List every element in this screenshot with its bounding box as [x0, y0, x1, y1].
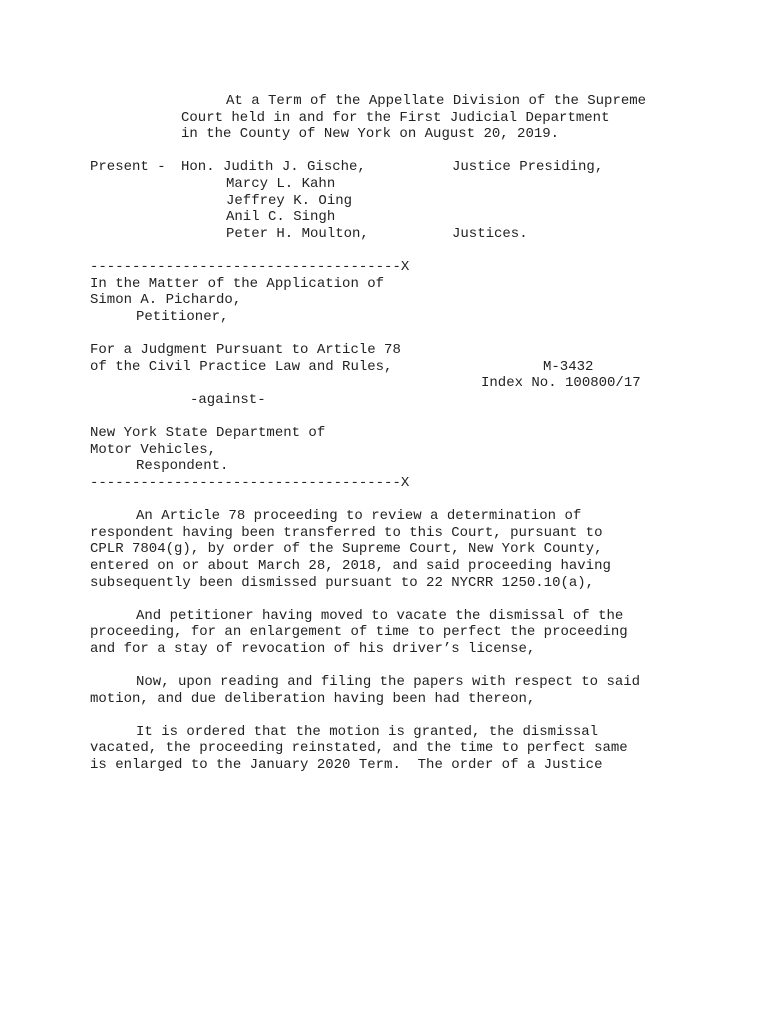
paragraph-3-line-1: Now, upon reading and filing the papers with respect to said: [136, 674, 641, 690]
caption-divider-bottom: -------------------------------------X: [90, 475, 410, 491]
paragraph-1-line-2: respondent having been transferred to this Court, pursuant to: [90, 525, 603, 541]
justices-role: Justices.: [452, 226, 528, 242]
judgment-line-1: For a Judgment Pursuant to Article 78: [90, 342, 401, 358]
respondent-label: Respondent.: [136, 458, 229, 474]
motion-number: M-3432: [543, 359, 594, 375]
paragraph-1-line-3: CPLR 7804(g), by order of the Supreme Court, New York County,: [90, 541, 603, 557]
judgment-line-2: of the Civil Practice Law and Rules,: [90, 359, 393, 375]
petitioner-label: Petitioner,: [136, 309, 229, 325]
paragraph-4-line-1: It is ordered that the motion is granted, the dismissal: [136, 724, 599, 740]
index-number: Index No. 100800/17: [481, 375, 641, 391]
present-label: Present -: [90, 159, 166, 175]
justice-5: Peter H. Moulton,: [226, 226, 369, 242]
matter-line-2: Simon A. Pichardo,: [90, 292, 242, 308]
paragraph-2-line-3: and for a stay of revocation of his driver’s license,: [90, 641, 536, 657]
justice-4: Anil C. Singh: [226, 209, 336, 225]
caption-divider-top: -------------------------------------X: [90, 259, 410, 275]
against-label: -against-: [190, 392, 266, 408]
justice-2: Marcy L. Kahn: [226, 176, 336, 192]
term-header-line-3: in the County of New York on August 20, 2019.: [181, 126, 560, 142]
justice-3: Jeffrey K. Oing: [226, 193, 353, 209]
paragraph-2-line-2: proceeding, for an enlargement of time to perfect the proceeding: [90, 624, 628, 640]
respondent-line-1: New York State Department of: [90, 425, 326, 441]
matter-line-1: In the Matter of the Application of: [90, 276, 385, 292]
paragraph-3-line-2: motion, and due deliberation having been had thereon,: [90, 691, 536, 707]
justice-presiding-role: Justice Presiding,: [452, 159, 604, 175]
paragraph-1-line-1: An Article 78 proceeding to review a determination of: [136, 508, 582, 524]
term-header-line-1: At a Term of the Appellate Division of the Supreme: [226, 93, 647, 109]
respondent-line-2: Motor Vehicles,: [90, 442, 217, 458]
paragraph-1-line-4: entered on or about March 28, 2018, and said proceeding having: [90, 558, 611, 574]
term-header-line-2: Court held in and for the First Judicial Department: [181, 110, 610, 126]
justice-1: Hon. Judith J. Gische,: [181, 159, 366, 175]
paragraph-4-line-2: vacated, the proceeding reinstated, and the time to perfect same: [90, 740, 628, 756]
paragraph-4-line-3: is enlarged to the January 2020 Term. The order of a Justice: [90, 757, 603, 773]
paragraph-2-line-1: And petitioner having moved to vacate the dismissal of the: [136, 608, 624, 624]
paragraph-1-line-5: subsequently been dismissed pursuant to 22 NYCRR 1250.10(a),: [90, 575, 595, 591]
